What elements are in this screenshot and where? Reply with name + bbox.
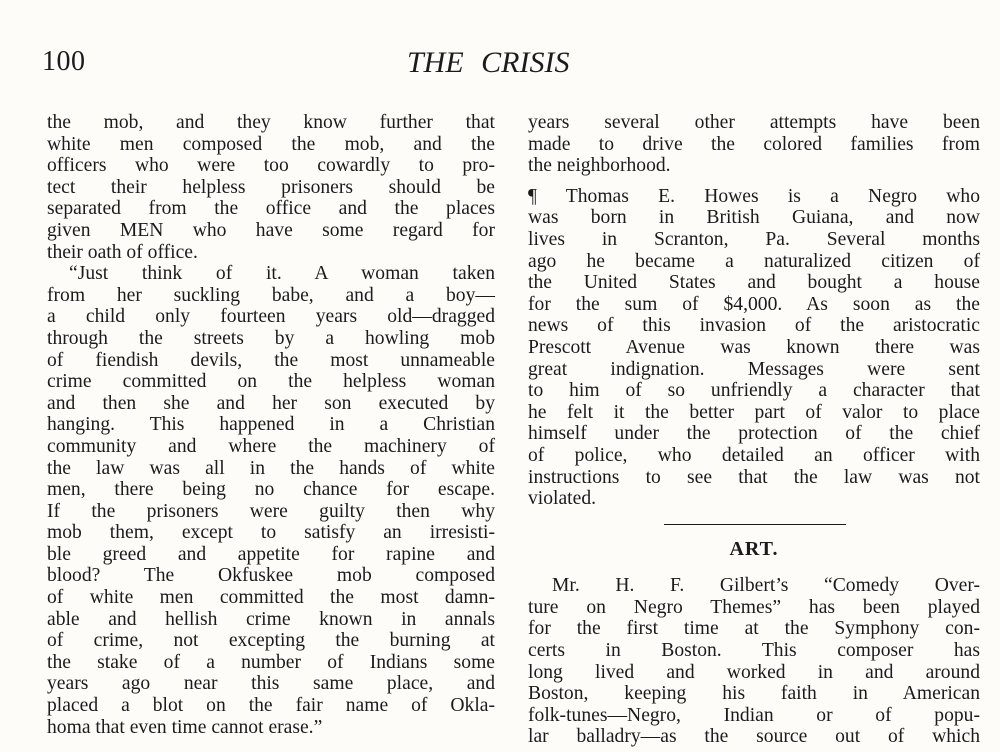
section-divider: [664, 524, 846, 526]
text-line: officers who were too cowardly to pro-: [47, 155, 495, 177]
text-line: himself under the protection of the chief: [528, 423, 980, 445]
page-header: [0, 0, 1000, 100]
text-line: certs in Boston. This composer has: [528, 639, 980, 661]
text-line: Boston, keeping his faith in American: [528, 683, 980, 705]
text-line: community and where the machinery of: [47, 435, 495, 457]
left-column: [47, 112, 495, 738]
text-line: the United States and bought a house: [528, 272, 980, 294]
text-line: ble greed and appetite for rapine and: [47, 543, 495, 565]
text-line: from her suckling babe, and a boy—: [47, 284, 495, 306]
text-line: Mr. H. F. Gilbert’s “Comedy Over-: [552, 575, 980, 597]
text-line: long lived and worked in and around: [528, 661, 980, 683]
text-line: the law was all in the hands of white: [47, 457, 495, 479]
text-line: made to drive the colored families from: [528, 133, 980, 155]
text-line: tect their helpless prisoners should be: [47, 176, 495, 198]
text-line: their oath of office.: [47, 241, 198, 263]
text-line: and then she and her son executed by: [47, 392, 495, 414]
text-line: lives in Scranton, Pa. Several months: [528, 228, 980, 250]
text-line: hanging. This happened in a Christian: [47, 414, 495, 436]
text-line: to him of so unfriendly a character that: [528, 380, 980, 402]
text-line: the stake of a number of Indians some: [47, 651, 495, 673]
text-line: ture on Negro Themes” has been played: [528, 596, 980, 618]
text-line: given MEN who have some regard for: [47, 219, 495, 241]
text-line: able and hellish crime known in annals: [47, 608, 495, 630]
text-line: of police, who detailed an officer with: [528, 444, 980, 466]
text-line: great indignation. Messages were sent: [528, 358, 980, 380]
paragraph-art: [528, 575, 980, 748]
paragraph-continued: [528, 112, 980, 177]
text-line: crime committed on the helpless woman: [47, 371, 495, 393]
text-line: through the streets by a howling mob: [47, 327, 495, 349]
text-line: news of this invasion of the aristocratic: [528, 315, 980, 337]
text-line: ago he became a naturalized citizen of: [528, 250, 980, 272]
text-line: If the prisoners were guilty then why: [47, 500, 495, 522]
text-line: for the first time at the Symphony con-: [528, 618, 980, 640]
text-line: of white men committed the most damn-: [47, 587, 495, 609]
text-line: years several other attempts have been: [528, 112, 980, 133]
text-line: Prescott Avenue was known there was: [528, 336, 980, 358]
text-line: of fiendish devils, the most unnameable: [47, 349, 495, 371]
running-title: THE CRISIS: [407, 46, 570, 79]
text-line: of crime, not excepting the burning at: [47, 630, 495, 652]
text-line: violated.: [528, 488, 597, 510]
section-heading-art: ART.: [729, 538, 779, 561]
text-line: men, there being no chance for escape.: [47, 479, 495, 501]
text-line: homa that even time cannot erase.”: [47, 716, 323, 738]
right-column: [528, 112, 980, 748]
text-line: separated from the office and the places: [47, 198, 495, 220]
text-line: mob them, except to satisfy an irresisti-: [47, 522, 495, 544]
paragraph-howes: [528, 186, 980, 510]
text-line: folk-tunes—Negro, Indian or of popu-: [528, 704, 980, 726]
text-line: was born in British Guiana, and now: [528, 207, 980, 229]
text-line: ¶ Thomas E. Howes is a Negro who: [528, 185, 980, 207]
text-line: the neighborhood.: [528, 155, 671, 177]
text-line: “Just think of it. A woman taken: [69, 263, 495, 285]
text-line: white men composed the mob, and the: [47, 133, 495, 155]
page-number: 100: [42, 46, 86, 77]
text-line: blood? The Okfuskee mob composed: [47, 565, 495, 587]
text-line: the mob, and they know further that: [47, 112, 495, 133]
text-line: placed a blot on the fair name of Okla-: [47, 695, 495, 717]
text-line: instructions to see that the law was not: [528, 466, 980, 488]
text-line: lar balladry—as the source out of which: [528, 726, 980, 748]
text-line: he felt it the better part of valor to place: [528, 401, 980, 423]
text-line: a child only fourteen years old—dragged: [47, 306, 495, 328]
text-line: for the sum of $4,000. As soon as the: [528, 293, 980, 315]
paragraph-gap: [528, 177, 980, 186]
text-line: years ago near this same place, and: [47, 673, 495, 695]
